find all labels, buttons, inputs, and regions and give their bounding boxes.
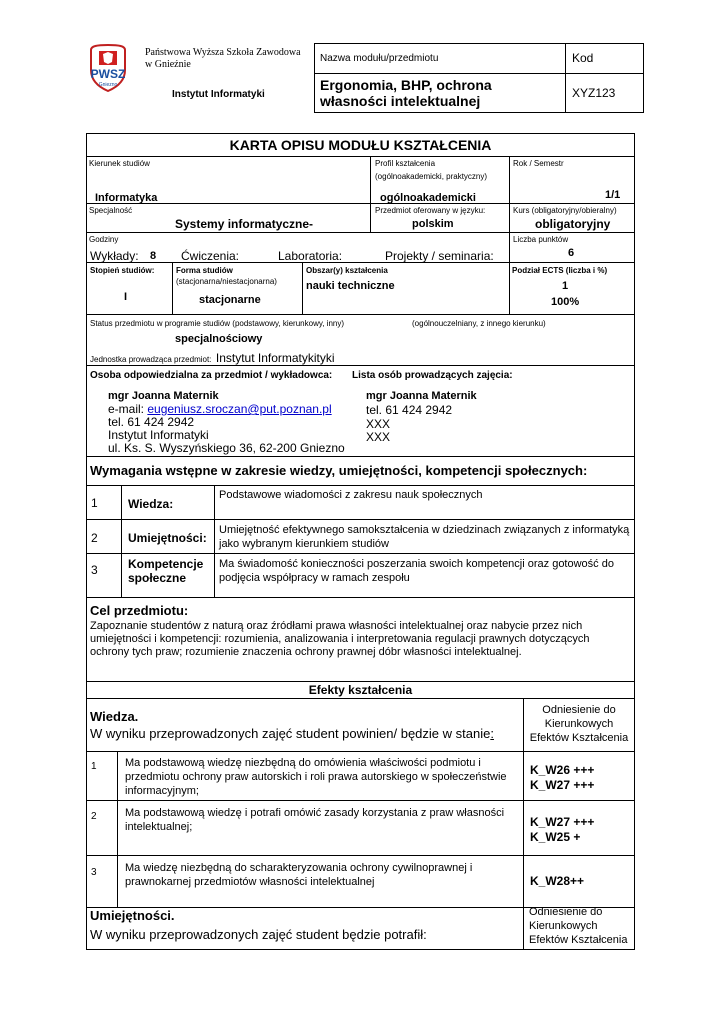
responsible-email-row — [108, 402, 332, 416]
requirement-3-num: 3 — [91, 563, 98, 577]
knowledge-subtitle — [90, 726, 494, 742]
lecturer-name: mgr Joanna Maternik — [366, 390, 477, 402]
logo-text: PWSZ — [90, 67, 126, 81]
forma-value: stacjonarne — [199, 294, 261, 306]
knowledge-title: Wiedza. — [90, 709, 139, 724]
ects-percent: 100% — [551, 296, 580, 308]
lecturer-placeholder-2: XXX — [366, 430, 391, 444]
card-title: KARTA OPISU MODUŁU KSZTAŁCENIA — [229, 137, 492, 153]
skills-title: Umiejętności. — [90, 908, 175, 923]
status-value: specjalnościowy — [175, 333, 263, 345]
profil-label-sub: (ogólnoakademicki, praktyczny) — [375, 172, 488, 181]
cwiczenia-label: Ćwiczenia: — [181, 249, 240, 263]
requirement-1-text: Podstawowe wiadomości z zakresu nauk społecznych — [219, 489, 483, 501]
effect-1-num: 1 — [91, 761, 97, 772]
responsible-address: ul. Ks. S. Wyszyńskiego 36, 62-200 Gniezno — [108, 441, 345, 455]
effects-title: Efekty kształcenia — [308, 683, 413, 697]
effect-1-text: Ma podstawową wiedzę niezbędną do omówienia właściwości podmiotu i przedmiotu ochrony praw autorskich i roli prawa autorskiego w społeczeństwie informacyjnym; — [125, 757, 507, 797]
school-name-line2: w Gnieźnie — [145, 59, 191, 70]
requirement-3-text: Ma świadomość konieczności poszerzania swoich kompetencji oraz gotowość do podjęcia współpracy w ramach zespołu — [219, 558, 614, 584]
requirement-3-label: Kompetencje społeczne — [128, 557, 204, 585]
knowledge-subtitle-main: W wyniku przeprowadzonych zajęć student powinien/ będzie w stanie — [90, 726, 491, 741]
kierunek-value: Informatyka — [95, 192, 158, 204]
punkty-value: 6 — [568, 247, 575, 259]
wyklady-value: 8 — [150, 250, 157, 262]
requirement-1-label: Wiedza: — [128, 497, 174, 511]
effect-3-num: 3 — [91, 867, 97, 878]
rok-value: 1/1 — [605, 189, 621, 201]
laboratoria-label: Laboratoria: — [278, 249, 343, 263]
knowledge-subtitle-colon: : — [490, 726, 494, 741]
goal-title: Cel przedmiotu: — [90, 603, 189, 618]
forma-sub-label: (stacjonarna/niestacjonarna) — [176, 277, 277, 286]
school-name-line1: Państwowa Wyższa Szkoła Zawodowa — [145, 47, 301, 58]
effect-2-text: Ma podstawową wiedzę i potrafi omówić zasady korzystania z praw własności intelektualnej; — [125, 807, 505, 833]
lecturer-tel: tel. 61 424 2942 — [366, 403, 453, 417]
effect-1-ref-2: K_W27 +++ — [530, 778, 595, 792]
profil-value: ogólnoakademicki — [380, 192, 476, 204]
status-label: Status przedmiotu w programie studiów (podstawowy, kierunkowy, inny) — [90, 319, 345, 328]
logo-city: Gniezno — [98, 82, 118, 88]
responsible-email-link[interactable]: eugeniusz.sroczan@put.poznan.pl — [147, 402, 332, 416]
jednostka-value: Instytut Informatykityki — [215, 351, 335, 365]
ects-value: 1 — [562, 280, 569, 292]
godziny-label: Godziny — [89, 235, 119, 244]
institute-name: Instytut Informatyki — [172, 89, 265, 100]
ects-label: Podział ECTS (liczba i %) — [512, 266, 608, 275]
effect-2-ref-2: K_W25 + — [530, 830, 581, 844]
module-name-label: Nazwa modułu/przedmiotu — [320, 53, 439, 64]
goal-text: Zapoznanie studentów z naturą oraz źródłami prawa własności intelektualnej oraz nabycie przez nich umiejętności i kompetencji: rozumienia, analizowania i interpretowania regulacji prawnych dotyczących ochrony tych praw; rozumienie znaczenia ochrony prawnej dóbr własności intelektualnej. — [90, 620, 590, 658]
lecturer-placeholder-1: XXX — [366, 417, 391, 431]
stopien-value: I — [124, 291, 128, 303]
projekty-label: Projekty / seminaria: — [385, 249, 494, 263]
specjalnosc-value: Systemy informatyczne- — [175, 217, 314, 231]
lecturers-label: Lista osób prowadzących zajęcia: — [352, 370, 513, 381]
module-code: XYZ123 — [572, 86, 616, 100]
knowledge-ref-header: Odniesienie do Kierunkowych Efektów Kształcenia — [529, 704, 629, 744]
effect-3-ref-1: K_W28++ — [530, 874, 585, 888]
effect-2-ref-1: K_W27 +++ — [530, 815, 595, 829]
kurs-label: Kurs (obligatoryjny/obieralny) — [513, 206, 617, 215]
stopien-label: Stopień studiów: — [90, 266, 155, 275]
punkty-label: Liczba punktów — [513, 235, 569, 244]
skills-ref-header: Odniesienie do Kierunkowych Efektów Kształcenia — [529, 906, 628, 946]
effect-1-ref-1: K_W26 +++ — [530, 763, 595, 777]
jezyk-label: Przedmiot oferowany w języku: — [375, 206, 486, 215]
responsible-label: Osoba odpowiedzialna za przedmiot / wykładowca: — [90, 370, 333, 381]
requirement-2-label: Umiejętności: — [128, 531, 207, 545]
requirement-2-num: 2 — [91, 531, 98, 545]
rok-label: Rok / Semestr — [513, 159, 564, 168]
jezyk-value: polskim — [412, 218, 454, 230]
responsible-name: mgr Joanna Maternik — [108, 390, 219, 402]
obszar-label: Obszar(y) kształcenia — [306, 266, 388, 275]
requirement-1-num: 1 — [91, 496, 98, 510]
specjalnosc-label: Specjalność — [89, 206, 133, 215]
responsible-tel: tel. 61 424 2942 — [108, 415, 195, 429]
skills-subtitle: W wyniku przeprowadzonych zajęć student będzie potrafił: — [90, 927, 427, 942]
code-label: Kod — [572, 51, 594, 65]
obszar-value: nauki techniczne — [306, 280, 395, 292]
kierunek-label: Kierunek studiów — [89, 159, 150, 168]
requirements-title: Wymagania wstępne w zakresie wiedzy, umiejętności, kompetencji społecznych: — [90, 463, 588, 478]
email-prefix: e-mail: — [108, 402, 148, 416]
module-name: Ergonomia, BHP, ochrona własności intelektualnej — [320, 77, 492, 109]
school-logo — [85, 44, 131, 92]
status-label-2: (ogólnouczelniany, z innego kierunku) — [412, 319, 546, 328]
responsible-institute: Instytut Informatyki — [108, 428, 209, 442]
kurs-value: obligatoryjny — [535, 217, 611, 231]
profil-label: Profil kształcenia — [375, 159, 436, 168]
effect-2-num: 2 — [91, 811, 97, 822]
forma-label: Forma studiów — [176, 266, 233, 275]
effect-3-text: Ma wiedzę niezbędną do scharakteryzowania ochrony cywilnoprawnej i prawnokarnej przedmiotów własności intelektualnej — [125, 862, 473, 888]
wyklady-label: Wykłady: — [90, 249, 139, 263]
jednostka-label: Jednostka prowadząca przedmiot: — [90, 355, 212, 364]
requirement-2-text: Umiejętność efektywnego samokształcenia w dziedzinach związanych z informatyką jako wybranym kierunkiem studiów — [219, 524, 630, 550]
